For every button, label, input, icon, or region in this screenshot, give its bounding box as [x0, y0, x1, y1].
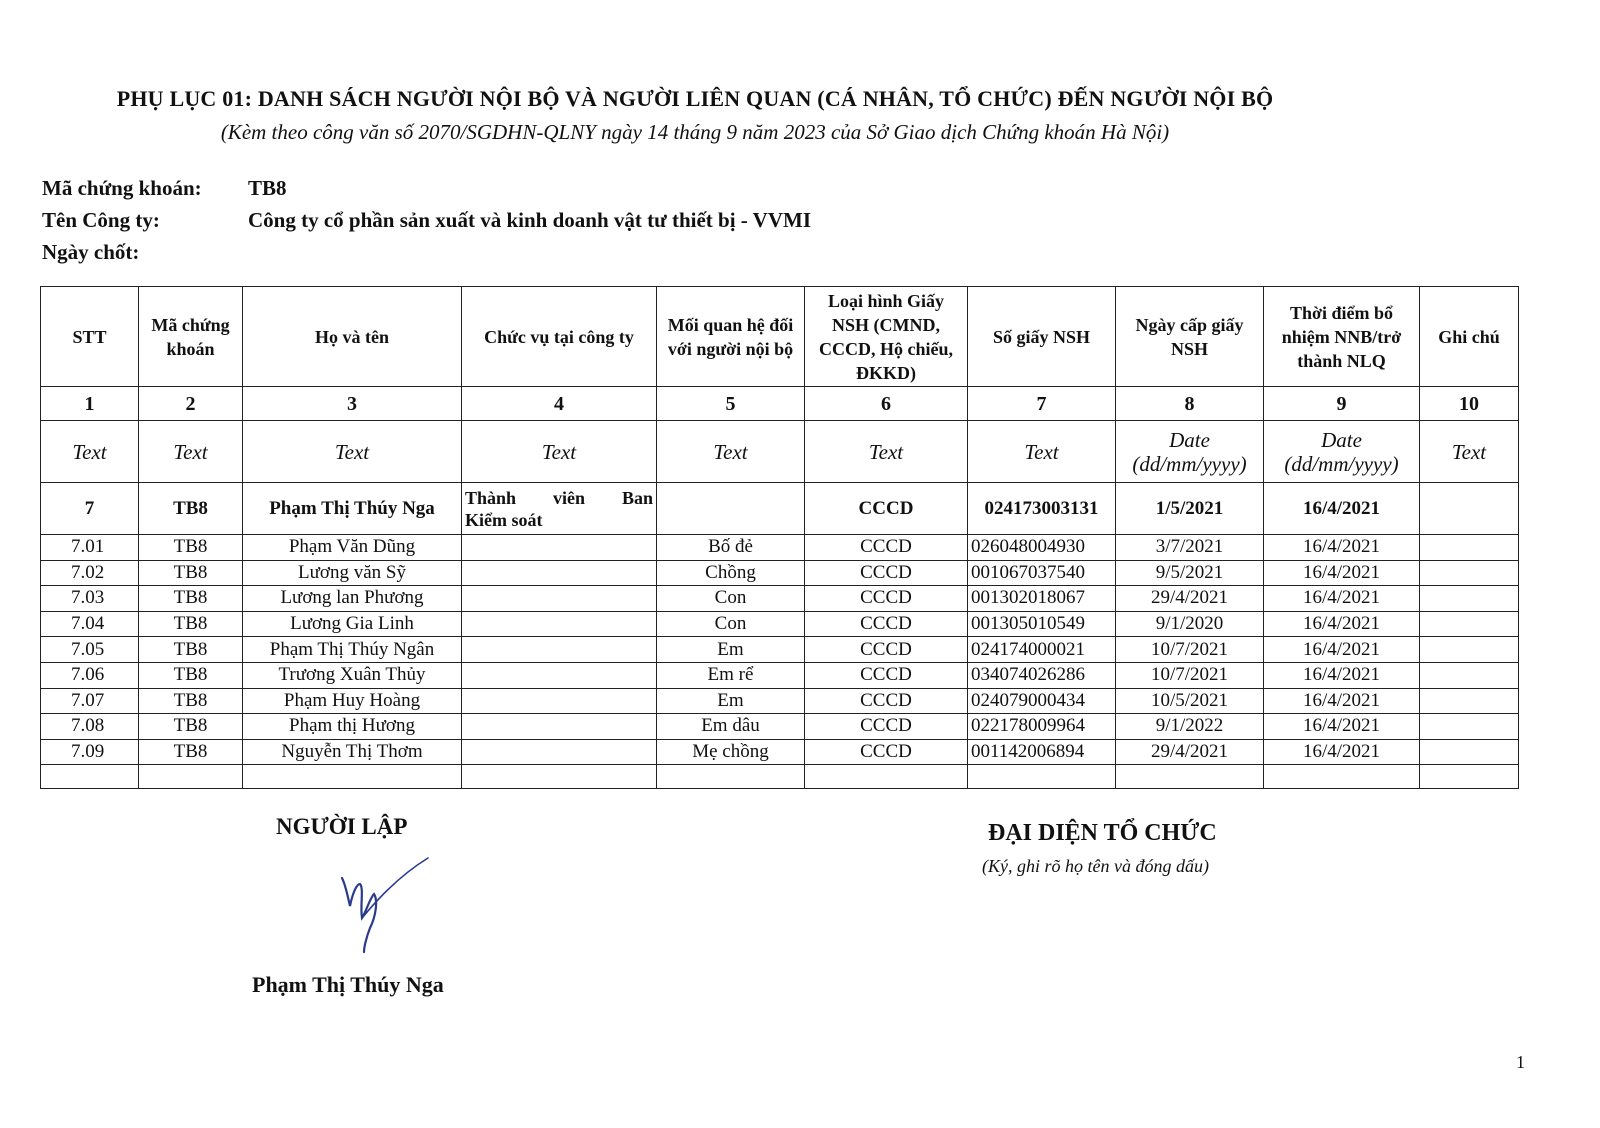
row-id-type: CCCD: [805, 662, 968, 688]
row-appoint-date: 16/4/2021: [1264, 560, 1420, 586]
column-type: Text: [1420, 421, 1519, 483]
row-relation: Bố đẻ: [657, 535, 805, 561]
table-row: [41, 714, 1519, 740]
column-number: 3: [243, 387, 462, 421]
blank-cell: [462, 765, 657, 789]
row-id-number: 001142006894: [968, 739, 1116, 765]
blank-cell: [968, 765, 1116, 789]
insider-stt: 7: [41, 483, 139, 535]
stock-code-label: Mã chứng khoán:: [42, 176, 202, 200]
header-cell: Ghi chú: [1420, 287, 1519, 387]
column-type: Text: [657, 421, 805, 483]
row-appoint-date: 16/4/2021: [1264, 586, 1420, 612]
row-relation: Chồng: [657, 560, 805, 586]
row-name: Trương Xuân Thủy: [243, 662, 462, 688]
table-row: [41, 688, 1519, 714]
row-id-type: CCCD: [805, 688, 968, 714]
row-name: Phạm Văn Dũng: [243, 535, 462, 561]
row-note: [1420, 714, 1519, 740]
column-type: Text: [805, 421, 968, 483]
representative-title: ĐẠI DIỆN TỔ CHỨC: [988, 820, 1217, 846]
row-stt: 7.03: [41, 586, 139, 612]
row-note: [1420, 560, 1519, 586]
row-code: TB8: [139, 535, 243, 561]
column-type: Text: [139, 421, 243, 483]
company-name: Công ty cổ phần sản xuất và kinh doanh vật tư thiết bị - VVMI: [248, 208, 811, 232]
row-position: [462, 586, 657, 612]
preparer-name: Phạm Thị Thúy Nga: [252, 972, 444, 997]
table-row: [41, 586, 1519, 612]
row-appoint-date: 16/4/2021: [1264, 637, 1420, 663]
column-type: Date (dd/mm/yyyy): [1264, 421, 1420, 483]
related-persons-body: [41, 535, 1519, 765]
row-id-number: 001302018067: [968, 586, 1116, 612]
row-relation: Em dâu: [657, 714, 805, 740]
row-code: TB8: [139, 662, 243, 688]
header-cell: Mã chứng khoán: [139, 287, 243, 387]
table-row: [41, 739, 1519, 765]
blank-cell: [657, 765, 805, 789]
row-stt: 7.07: [41, 688, 139, 714]
row-id-type: CCCD: [805, 535, 968, 561]
row-note: [1420, 586, 1519, 612]
row-note: [1420, 611, 1519, 637]
row-position: [462, 739, 657, 765]
row-name: Lương Gia Linh: [243, 611, 462, 637]
row-id-number: 026048004930: [968, 535, 1116, 561]
row-appoint-date: 16/4/2021: [1264, 714, 1420, 740]
signature-stroke: [342, 878, 376, 952]
insider-issue-date: 1/5/2021: [1116, 483, 1264, 535]
column-number: 7: [968, 387, 1116, 421]
company-row: [42, 208, 811, 233]
insider-position: [462, 483, 657, 535]
column-number-row: [41, 387, 1519, 421]
row-issue-date: 3/7/2021: [1116, 535, 1264, 561]
record-date-label: Ngày chốt:: [42, 240, 140, 264]
row-relation: Con: [657, 611, 805, 637]
row-note: [1420, 662, 1519, 688]
row-id-type: CCCD: [805, 560, 968, 586]
row-stt: 7.01: [41, 535, 139, 561]
blank-cell: [1264, 765, 1420, 789]
insider-code: TB8: [139, 483, 243, 535]
row-relation: Em: [657, 688, 805, 714]
row-note: [1420, 739, 1519, 765]
row-id-number: 024079000434: [968, 688, 1116, 714]
row-code: TB8: [139, 688, 243, 714]
column-number: 1: [41, 387, 139, 421]
row-name: Phạm Thị Thúy Ngân: [243, 637, 462, 663]
preparer-title: NGƯỜI LẬP: [276, 814, 408, 839]
row-stt: 7.04: [41, 611, 139, 637]
row-code: TB8: [139, 714, 243, 740]
document-subtitle: (Kèm theo công văn số 2070/SGDHN-QLNY ngày 14 tháng 9 năm 2023 của Sở Giao dịch Chứng khoán Hà Nội): [220, 120, 1170, 144]
stock-code-value: TB8: [248, 176, 287, 200]
column-number: 4: [462, 387, 657, 421]
row-issue-date: 29/4/2021: [1116, 586, 1264, 612]
representative-note: (Ký, ghi rõ họ tên và đóng dấu): [982, 856, 1209, 876]
company-label: Tên Công ty:: [42, 208, 160, 232]
column-type: Text: [968, 421, 1116, 483]
column-type-row: [41, 421, 1519, 483]
header-cell: Thời điểm bổ nhiệm NNB/trở thành NLQ: [1264, 287, 1420, 387]
row-issue-date: 29/4/2021: [1116, 739, 1264, 765]
insider-row: [41, 483, 1519, 535]
table-header-row: [41, 287, 1519, 387]
header-cell: Họ và tên: [243, 287, 462, 387]
row-stt: 7.08: [41, 714, 139, 740]
row-note: [1420, 688, 1519, 714]
blank-cell: [1116, 765, 1264, 789]
row-issue-date: 10/7/2021: [1116, 637, 1264, 663]
row-name: Lương lan Phương: [243, 586, 462, 612]
row-issue-date: 9/5/2021: [1116, 560, 1264, 586]
row-id-number: 024174000021: [968, 637, 1116, 663]
row-position: [462, 662, 657, 688]
table-row: [41, 560, 1519, 586]
row-name: Phạm Huy Hoàng: [243, 688, 462, 714]
header-cell: Ngày cấp giấy NSH: [1116, 287, 1264, 387]
row-issue-date: 10/5/2021: [1116, 688, 1264, 714]
column-number: 6: [805, 387, 968, 421]
table-row: [41, 535, 1519, 561]
row-appoint-date: 16/4/2021: [1264, 535, 1420, 561]
record-date-row: [42, 240, 248, 265]
row-name: Phạm thị Hương: [243, 714, 462, 740]
row-id-number: 001305010549: [968, 611, 1116, 637]
row-relation: Em rể: [657, 662, 805, 688]
column-type: Text: [462, 421, 657, 483]
row-relation: Con: [657, 586, 805, 612]
header-cell: STT: [41, 287, 139, 387]
row-id-type: CCCD: [805, 637, 968, 663]
row-code: TB8: [139, 560, 243, 586]
insider-id-number: 024173003131: [968, 483, 1116, 535]
row-position: [462, 688, 657, 714]
row-code: TB8: [139, 611, 243, 637]
row-id-number: 022178009964: [968, 714, 1116, 740]
column-type: Text: [243, 421, 462, 483]
row-note: [1420, 535, 1519, 561]
row-appoint-date: 16/4/2021: [1264, 662, 1420, 688]
row-stt: 7.06: [41, 662, 139, 688]
row-relation: Mẹ chồng: [657, 739, 805, 765]
signature-flourish: [362, 858, 428, 918]
row-appoint-date: 16/4/2021: [1264, 739, 1420, 765]
blank-row: [41, 765, 1519, 789]
insider-note: [1420, 483, 1519, 535]
header-cell: Loại hình Giấy NSH (CMND, CCCD, Hộ chiếu, ĐKKD): [805, 287, 968, 387]
row-id-type: CCCD: [805, 611, 968, 637]
row-issue-date: 9/1/2020: [1116, 611, 1264, 637]
table-row: [41, 662, 1519, 688]
insider-position-line2: Kiểm soát: [465, 509, 543, 530]
document-title: PHỤ LỤC 01: DANH SÁCH NGƯỜI NỘI BỘ VÀ NGƯỜI LIÊN QUAN (CÁ NHÂN, TỔ CHỨC) ĐẾN NGƯỜI NỘI BỘ: [116, 86, 1274, 111]
insider-relation: [657, 483, 805, 535]
insider-appoint-date: 16/4/2021: [1264, 483, 1420, 535]
row-appoint-date: 16/4/2021: [1264, 688, 1420, 714]
row-issue-date: 9/1/2022: [1116, 714, 1264, 740]
row-position: [462, 535, 657, 561]
column-type: Date (dd/mm/yyyy): [1116, 421, 1264, 483]
column-number: 9: [1264, 387, 1420, 421]
blank-cell: [41, 765, 139, 789]
row-relation: Em: [657, 637, 805, 663]
blank-cell: [243, 765, 462, 789]
row-name: Lương văn Sỹ: [243, 560, 462, 586]
table-row: [41, 637, 1519, 663]
row-code: TB8: [139, 637, 243, 663]
column-number: 5: [657, 387, 805, 421]
signature-svg: [330, 856, 440, 956]
insider-table: [40, 286, 1519, 789]
insider-name: Phạm Thị Thúy Nga: [243, 483, 462, 535]
header-cell: Số giấy NSH: [968, 287, 1116, 387]
column-number: 8: [1116, 387, 1264, 421]
row-id-number: 034074026286: [968, 662, 1116, 688]
row-code: TB8: [139, 739, 243, 765]
column-type: Text: [41, 421, 139, 483]
row-appoint-date: 16/4/2021: [1264, 611, 1420, 637]
insider-position-line1: Thành viên Ban: [465, 487, 653, 508]
blank-cell: [1420, 765, 1519, 789]
row-name: Nguyễn Thị Thơm: [243, 739, 462, 765]
row-stt: 7.05: [41, 637, 139, 663]
row-id-number: 001067037540: [968, 560, 1116, 586]
stock-code-row: [42, 176, 287, 201]
row-issue-date: 10/7/2021: [1116, 662, 1264, 688]
table-row: [41, 611, 1519, 637]
row-stt: 7.09: [41, 739, 139, 765]
row-stt: 7.02: [41, 560, 139, 586]
row-id-type: CCCD: [805, 586, 968, 612]
column-number: 2: [139, 387, 243, 421]
row-position: [462, 637, 657, 663]
column-number: 10: [1420, 387, 1519, 421]
row-position: [462, 714, 657, 740]
row-position: [462, 611, 657, 637]
page-number: 1: [1516, 1052, 1525, 1072]
insider-id-type: CCCD: [805, 483, 968, 535]
row-position: [462, 560, 657, 586]
row-code: TB8: [139, 586, 243, 612]
row-note: [1420, 637, 1519, 663]
header-cell: Mối quan hệ đối với người nội bộ: [657, 287, 805, 387]
row-id-type: CCCD: [805, 739, 968, 765]
header-cell: Chức vụ tại công ty: [462, 287, 657, 387]
row-id-type: CCCD: [805, 714, 968, 740]
handwritten-signature-icon: [330, 856, 440, 961]
blank-cell: [805, 765, 968, 789]
blank-cell: [139, 765, 243, 789]
